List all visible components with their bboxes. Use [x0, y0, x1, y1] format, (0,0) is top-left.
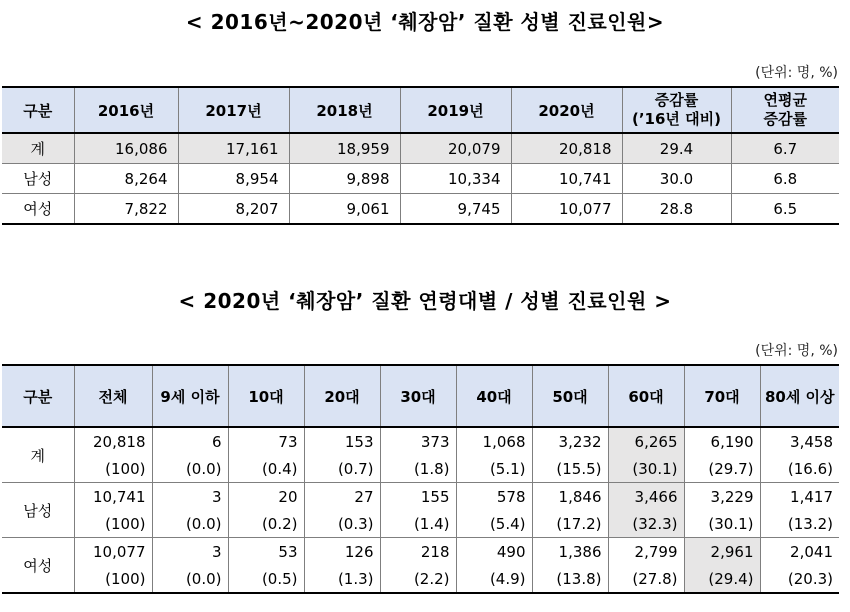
row-label: 남성: [2, 483, 74, 538]
percent-cell: (0.4): [228, 455, 304, 483]
percent-cell: (16.6): [760, 455, 839, 483]
table2-header-column: 20대: [304, 365, 380, 427]
table-cell: 30.0: [622, 164, 731, 194]
table1-header-2019: 2019년: [400, 87, 511, 133]
count-cell: 10,741: [74, 483, 152, 511]
table1-title: < 2016년~2020년 ‘췌장암’ 질환 성별 진료인원>: [185, 10, 665, 34]
table1-header-annual-avg-line2: 증감률: [763, 110, 807, 128]
percent-cell: (17.2): [532, 510, 608, 538]
percent-cell: (100): [74, 455, 152, 483]
count-cell: 10,077: [74, 538, 152, 566]
table2-unit-note: (단위: 명, %): [755, 343, 838, 359]
table2-header-column: 30대: [380, 365, 456, 427]
table-cell: 29.4: [622, 133, 731, 164]
percent-cell: (32.3): [608, 510, 684, 538]
table-cell: 9,898: [289, 164, 400, 194]
table-row-percent: [2, 455, 839, 483]
table2-title: < 2020년 ‘췌장암’ 질환 연령대별 / 성별 진료인원 >: [178, 289, 672, 313]
percent-cell: (2.2): [380, 565, 456, 593]
table2-header-column: 전체: [74, 365, 152, 427]
table1-header-2020: 2020년: [511, 87, 622, 133]
table-cell: 17,161: [178, 133, 289, 164]
table-row: [2, 133, 839, 164]
table1-header-row: [2, 87, 839, 133]
count-cell: 153: [304, 427, 380, 455]
percent-cell: (100): [74, 510, 152, 538]
table2-header-column: 50대: [532, 365, 608, 427]
table-cell: 20,079: [400, 133, 511, 164]
table-row: [2, 483, 839, 511]
count-cell: 490: [456, 538, 532, 566]
table-cell: 28.8: [622, 194, 731, 225]
percent-cell: (27.8): [608, 565, 684, 593]
count-cell: 1,068: [456, 427, 532, 455]
count-cell: 3,229: [684, 483, 760, 511]
table2-header-column: 40대: [456, 365, 532, 427]
table-cell: 9,745: [400, 194, 511, 225]
table1-header-2018: 2018년: [289, 87, 400, 133]
table2-header-column: 9세 이하: [152, 365, 228, 427]
percent-cell: (0.2): [228, 510, 304, 538]
table1-header-2017: 2017년: [178, 87, 289, 133]
table-cell: 18,959: [289, 133, 400, 164]
table-cell: 10,334: [400, 164, 511, 194]
count-cell: 27: [304, 483, 380, 511]
count-cell: 155: [380, 483, 456, 511]
percent-cell: (20.3): [760, 565, 839, 593]
count-cell: 2,961: [684, 538, 760, 566]
count-cell: 3,458: [760, 427, 839, 455]
percent-cell: (0.0): [152, 455, 228, 483]
count-cell: 126: [304, 538, 380, 566]
count-cell: 2,799: [608, 538, 684, 566]
table1-header-category: 구분: [2, 87, 74, 133]
count-cell: 3: [152, 483, 228, 511]
table1-header-2016: 2016년: [74, 87, 178, 133]
row-label: 계: [2, 133, 74, 164]
count-cell: 20: [228, 483, 304, 511]
percent-cell: (100): [74, 565, 152, 593]
percent-cell: (30.1): [684, 510, 760, 538]
row-label: 계: [2, 427, 74, 483]
count-cell: 3,466: [608, 483, 684, 511]
count-cell: 1,846: [532, 483, 608, 511]
table-cell: 10,077: [511, 194, 622, 225]
table-row: [2, 194, 839, 225]
percent-cell: (0.5): [228, 565, 304, 593]
table2-header-column: 80세 이상: [760, 365, 839, 427]
percent-cell: (13.2): [760, 510, 839, 538]
percent-cell: (5.4): [456, 510, 532, 538]
table1-header-change-rate-line2: (’16년 대비): [632, 110, 721, 128]
percent-cell: (1.4): [380, 510, 456, 538]
table-row: [2, 164, 839, 194]
count-cell: 578: [456, 483, 532, 511]
row-label: 남성: [2, 164, 74, 194]
row-label: 여성: [2, 194, 74, 225]
count-cell: 1,386: [532, 538, 608, 566]
percent-cell: (15.5): [532, 455, 608, 483]
row-label: 여성: [2, 538, 74, 594]
table1-header-annual-avg-line1: 연평균: [763, 91, 807, 109]
table2-header-column: 70대: [684, 365, 760, 427]
count-cell: 3: [152, 538, 228, 566]
table2-header-column: 10대: [228, 365, 304, 427]
age-gender-patients-table: [2, 364, 839, 594]
percent-cell: (0.0): [152, 510, 228, 538]
table-cell: 20,818: [511, 133, 622, 164]
percent-cell: (30.1): [608, 455, 684, 483]
table1-header-change-rate-line1: 증감률: [654, 91, 699, 109]
percent-cell: (1.3): [304, 565, 380, 593]
percent-cell: (1.8): [380, 455, 456, 483]
percent-cell: (0.3): [304, 510, 380, 538]
table-cell: 6.7: [731, 133, 839, 164]
table-cell: 10,741: [511, 164, 622, 194]
table-cell: 16,086: [74, 133, 178, 164]
table-row: [2, 427, 839, 455]
table-cell: 6.5: [731, 194, 839, 225]
table1-unit-note: (단위: 명, %): [755, 65, 838, 81]
percent-cell: (29.4): [684, 565, 760, 593]
count-cell: 373: [380, 427, 456, 455]
table-cell: 9,061: [289, 194, 400, 225]
count-cell: 6,190: [684, 427, 760, 455]
count-cell: 1,417: [760, 483, 839, 511]
table-row: [2, 538, 839, 566]
table2-header-column: 60대: [608, 365, 684, 427]
table-cell: 8,207: [178, 194, 289, 225]
table-cell: 6.8: [731, 164, 839, 194]
table2-header-category: 구분: [2, 365, 74, 427]
percent-cell: (0.7): [304, 455, 380, 483]
percent-cell: (13.8): [532, 565, 608, 593]
count-cell: 218: [380, 538, 456, 566]
table-cell: 7,822: [74, 194, 178, 225]
table-cell: 8,264: [74, 164, 178, 194]
count-cell: 20,818: [74, 427, 152, 455]
count-cell: 73: [228, 427, 304, 455]
count-cell: 6,265: [608, 427, 684, 455]
percent-cell: (0.0): [152, 565, 228, 593]
table1-header-change-rate: [622, 87, 731, 133]
table-cell: 8,954: [178, 164, 289, 194]
count-cell: 53: [228, 538, 304, 566]
count-cell: 6: [152, 427, 228, 455]
count-cell: 2,041: [760, 538, 839, 566]
percent-cell: (29.7): [684, 455, 760, 483]
percent-cell: (5.1): [456, 455, 532, 483]
yearly-patients-table: [2, 86, 839, 225]
percent-cell: (4.9): [456, 565, 532, 593]
table-row-percent: [2, 510, 839, 538]
table1-header-annual-avg-rate: [731, 87, 839, 133]
count-cell: 3,232: [532, 427, 608, 455]
table-row-percent: [2, 565, 839, 593]
table2-header-row: [2, 365, 839, 427]
